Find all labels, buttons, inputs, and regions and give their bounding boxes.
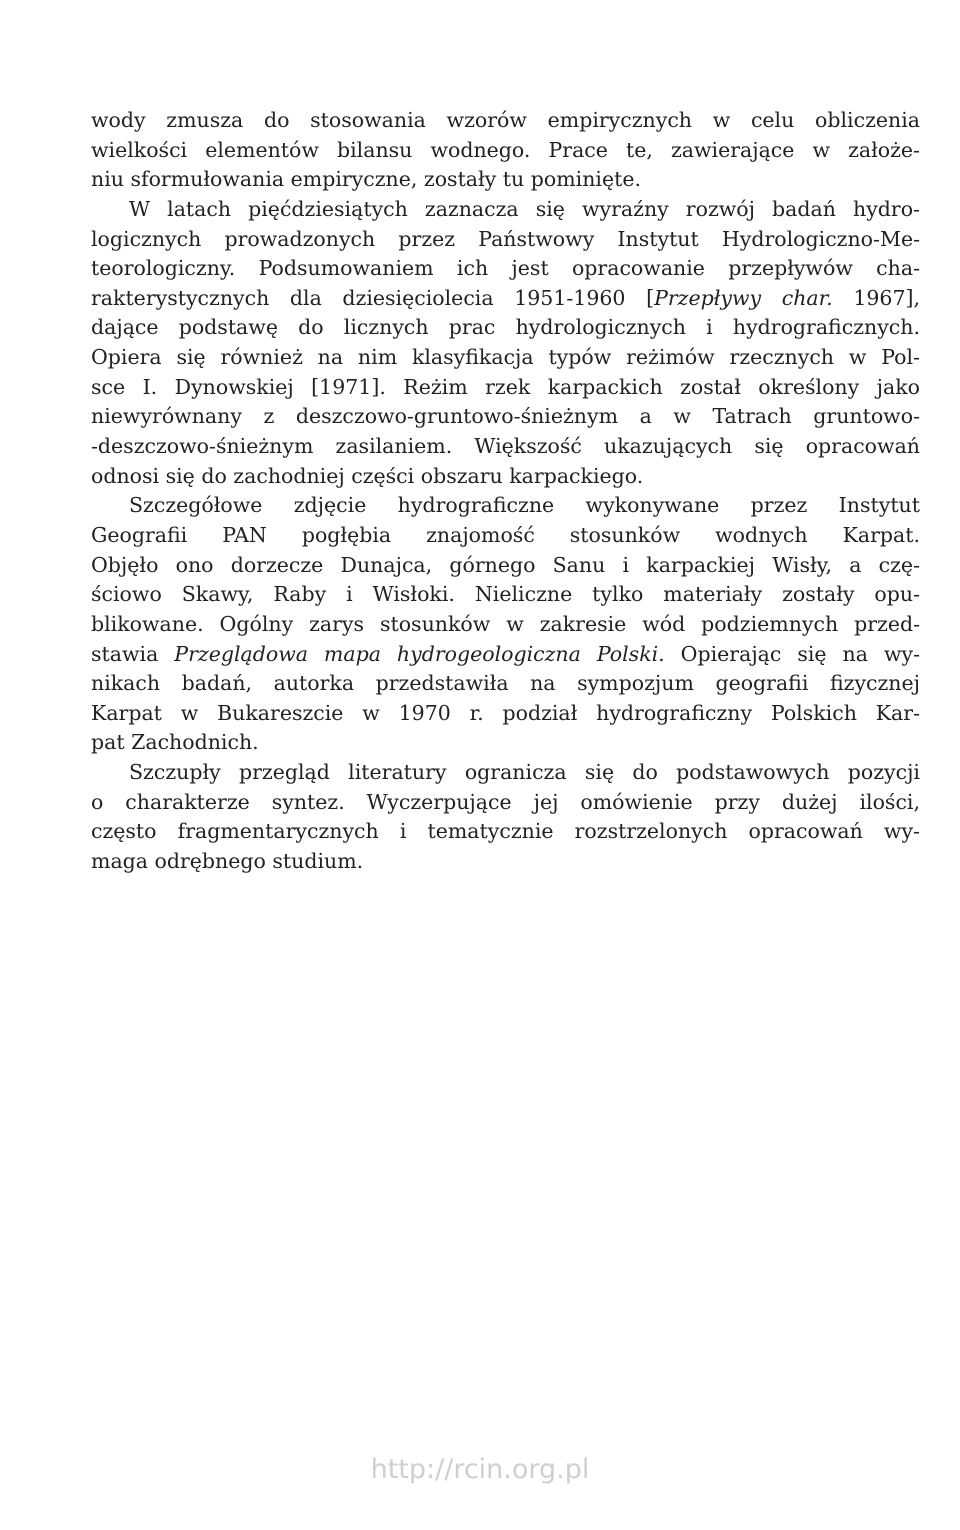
text-line: -deszczowo-śnieżnym zasilaniem. Większość ukazujących się opracowań: [91, 434, 920, 459]
text-line: Karpat w Bukareszcie w 1970 r. podział hydrograficzny Polskich Kar-: [91, 700, 920, 725]
citation-title: Przeglądowa mapa hydrogeologiczna Polski.: [174, 641, 665, 666]
text-line: wielkości elementów bilansu wodnego. Prace te, zawierające w założe-: [91, 137, 920, 162]
text-line: niu sformułowania empiryczne, zostały tu pominięte.: [91, 167, 641, 192]
text-line: ściowo Skawy, Raby i Wisłoki. Nieliczne tylko materiały zostały opu-: [91, 582, 920, 607]
text-span: Opierając się na wy-: [664, 641, 920, 666]
text-span: 1967],: [832, 285, 921, 310]
source-url-link[interactable]: http://rcin.org.pl: [370, 1454, 590, 1485]
text-line: [91, 640, 920, 670]
text-line: niewyrównany z deszczowo-gruntowo-śnieżnym a w Tatrach gruntowo-: [91, 404, 920, 429]
text-span: rakterystycznych dla dziesięciolecia 1951-1960 [: [91, 285, 655, 310]
text-line: o charakterze syntez. Wyczerpujące jej omówienie przy dużej ilości,: [91, 789, 920, 814]
document-body: [91, 106, 920, 877]
citation-title: Przepływy char.: [654, 285, 833, 310]
text-line: teorologiczny. Podsumowaniem ich jest opracowanie przepływów cha-: [91, 256, 920, 281]
text-line: sce I. Dynowskiej [1971]. Reżim rzek karpackich został określony jako: [91, 374, 920, 399]
text-line: Geografii PAN pogłębia znajomość stosunków wodnych Karpat.: [91, 522, 920, 547]
text-line: pat Zachodnich.: [91, 730, 259, 755]
text-line: dające podstawę do licznych prac hydrologicznych i hydrograficznych.: [91, 315, 920, 340]
text-line: logicznych prowadzonych przez Państwowy Instytut Hydrologiczno-Me-: [91, 226, 920, 251]
text-line: blikowane. Ogólny zarys stosunków w zakresie wód podziemnych przed-: [91, 611, 920, 636]
text-line: często fragmentarycznych i tematycznie rozstrzelonych opracowań wy-: [91, 819, 920, 844]
text-line: Szczupły przegląd literatury ogranicza się do podstawowych pozycji: [129, 760, 920, 785]
text-line: W latach pięćdziesiątych zaznacza się wyraźny rozwój badań hydro-: [129, 196, 920, 221]
text-line: [91, 284, 920, 314]
text-span: stawia: [91, 641, 175, 666]
text-line: wody zmusza do stosowania wzorów empirycznych w celu obliczenia: [91, 108, 920, 132]
text-line: Objęło ono dorzecze Dunajca, górnego Sanu i karpackiej Wisły, a czę-: [91, 552, 920, 577]
text-line: Szczegółowe zdjęcie hydrograficzne wykonywane przez Instytut: [129, 493, 920, 518]
text-line: maga odrębnego studium.: [91, 849, 364, 874]
text-line: odnosi się do zachodniej części obszaru karpackiego.: [91, 463, 644, 488]
text-line: nikach badań, autorka przedstawiła na sympozjum geografii fizycznej: [91, 671, 920, 696]
text-line: Opiera się również na nim klasyfikacja typów reżimów rzecznych w Pol-: [91, 345, 920, 370]
